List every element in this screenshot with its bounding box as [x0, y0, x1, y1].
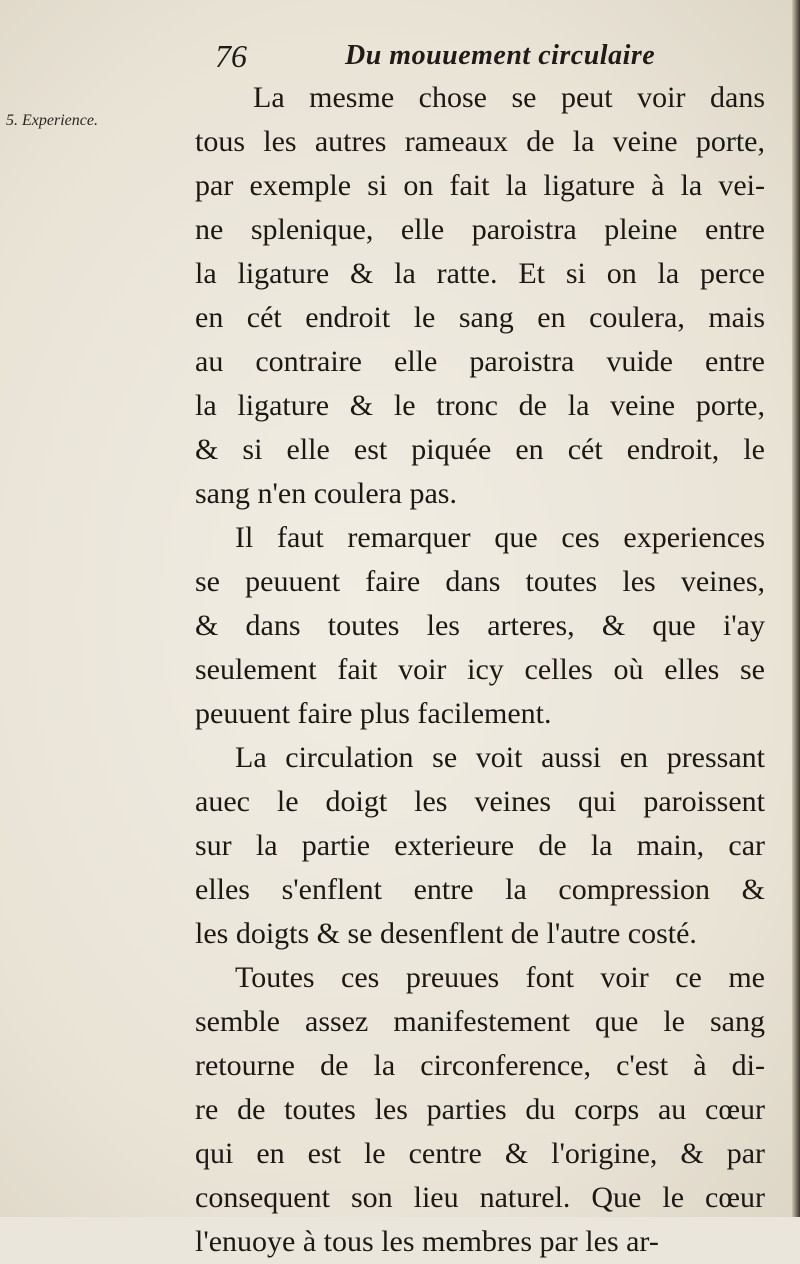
- text-line: & dans toutes les arteres, & que i'ay: [195, 609, 765, 642]
- text-line: Il faut remarquer que ces experiences: [235, 521, 765, 554]
- body-text: [195, 76, 765, 1264]
- text-line: elles s'enflent entre la compression &: [195, 873, 765, 906]
- text-line: l'enuoye à tous les membres par les ar-: [195, 1225, 659, 1258]
- text-line: re de toutes les parties du corps au cœur: [195, 1093, 765, 1126]
- text-line: La mesme chose se peut voir dans: [253, 81, 765, 114]
- text-line: sang n'en coulera pas.: [195, 477, 457, 510]
- text-line: en cét endroit le sang en coulera, mais: [195, 301, 765, 334]
- text-line: tous les autres rameaux de la veine porte,: [195, 125, 765, 158]
- text-line: sur la partie exterieure de la main, car: [195, 829, 765, 862]
- text-line: Toutes ces preuues font voir ce me: [235, 961, 765, 994]
- text-line: se peuuent faire dans toutes les veines,: [195, 565, 765, 598]
- page-number: 76: [215, 38, 247, 74]
- text-line: auec le doigt les veines qui paroissent: [195, 785, 765, 818]
- text-line: la ligature & le tronc de la veine porte,: [195, 389, 765, 422]
- text-line: retourne de la circonference, c'est à di-: [195, 1049, 765, 1082]
- text-line: ne splenique, elle paroistra pleine entre: [195, 213, 765, 246]
- text-line: qui en est le centre & l'origine, & par: [195, 1137, 765, 1170]
- text-line: peuuent faire plus facilement.: [195, 697, 552, 730]
- text-line: seulement fait voir icy celles où elles se: [195, 653, 765, 686]
- text-line: La circulation se voit aussi en pressant: [235, 741, 765, 774]
- text-line: par exemple si on fait la ligature à la vei-: [195, 169, 765, 202]
- text-line: la ligature & la ratte. Et si on la perce: [195, 257, 765, 290]
- margin-note: 5. Experience.: [6, 112, 98, 129]
- running-title: Du mouuement circulaire: [345, 40, 656, 71]
- text-line: & si elle est piquée en cét endroit, le: [195, 433, 765, 466]
- text-line: au contraire elle paroistra vuide entre: [195, 345, 765, 378]
- text-line: les doigts & se desenflent de l'autre costé.: [195, 917, 697, 950]
- text-line: consequent son lieu naturel. Que le cœur: [195, 1181, 765, 1214]
- text-line: semble assez manifestement que le sang: [195, 1005, 765, 1038]
- page-gutter-shadow: [792, 0, 800, 1217]
